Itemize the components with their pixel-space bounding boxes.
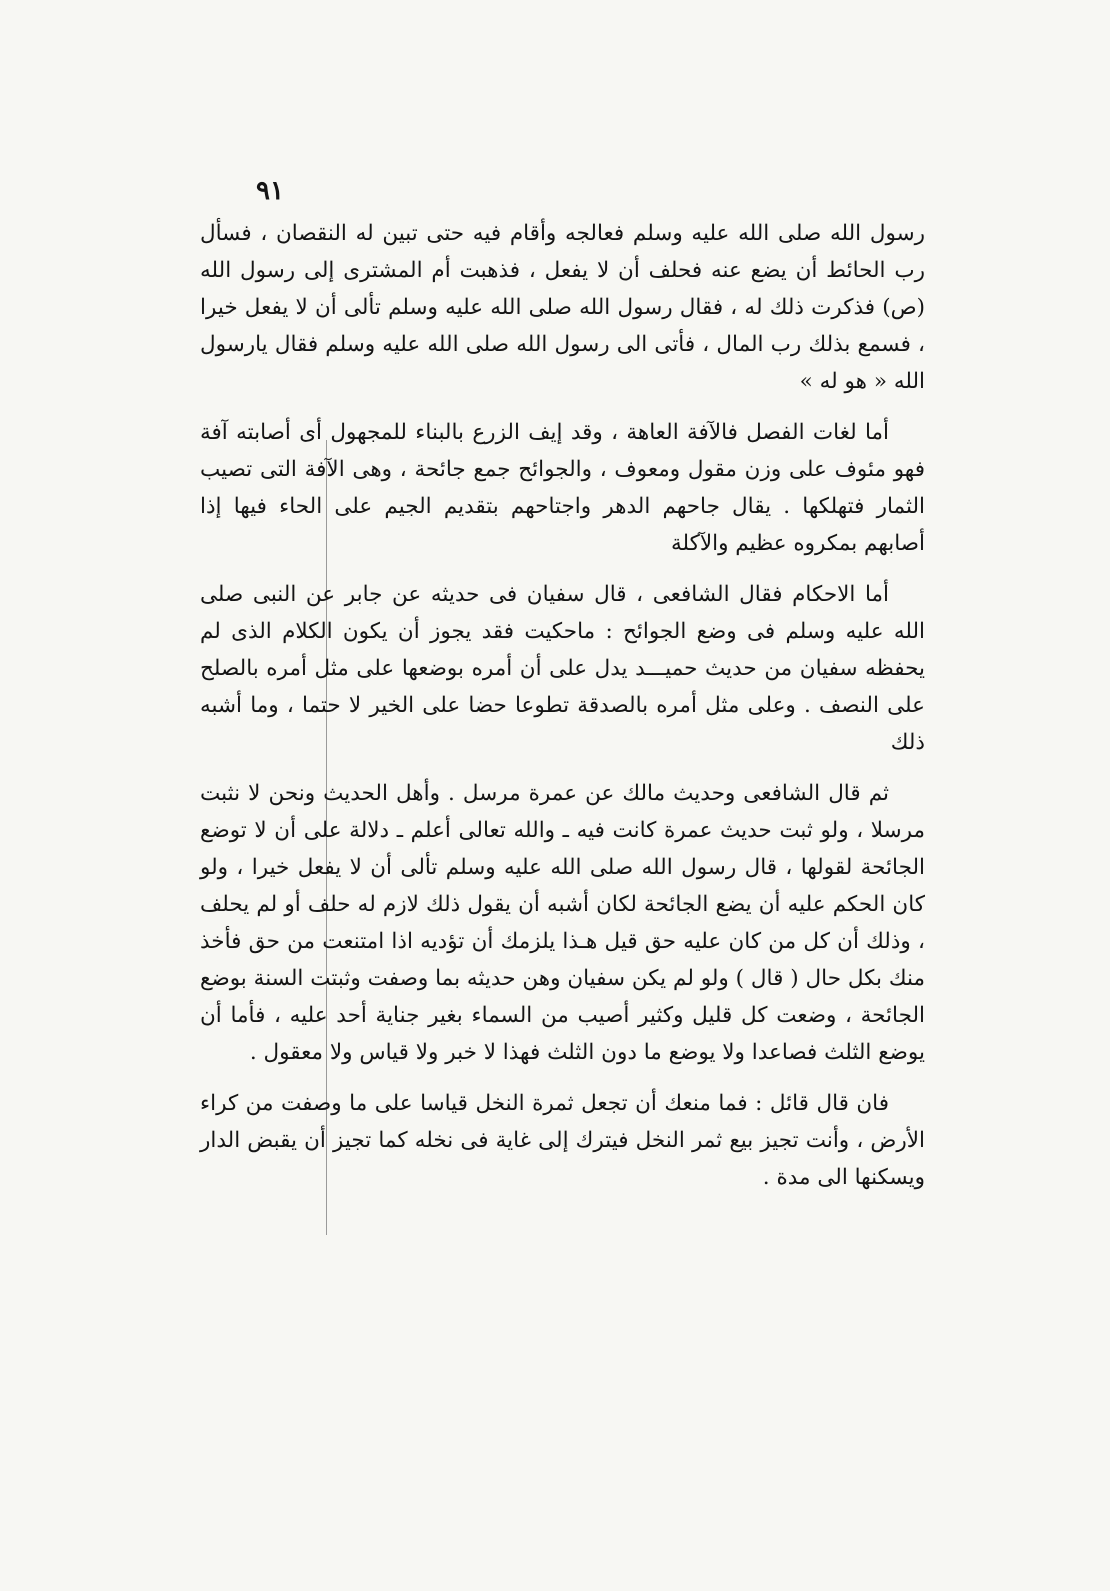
body-text	[200, 215, 925, 1210]
paragraph-continuation: رسول الله صلى الله عليه وسلم فعالجه وأقام فيه حتى تبين له النقصان ، فسأل رب الحائط أن يضع عنه فحلف أن لا يفعل ، فذهبت أم المشترى إلى رسول الله (ص) فذكرت ذلك له ، فقال رسول الله صلى الله عليه وسلم تألى أن لا يفعل خيرا ، فسمع بذلك رب المال ، فأتى الى رسول الله صلى الله عليه وسلم فقال يارسول الله « هو له »	[200, 221, 925, 394]
paragraph-shafii-commentary: ثم قال الشافعى وحديث مالك عن عمرة مرسل . وأهل الحديث ونحن لا نثبت مرسلا ، ولو ثبت حديث عمرة كانت فيه ـ والله تعالى أعلم ـ دلالة على أن لا توضع الجائحة لقولها ، قال رسول الله صلى الله عليه وسلم تألى أن لا يفعل خيرا ، ولو كان الحكم عليه أن يضع الجائحة لكان أشبه أن يقول ذلك لازم له حلف أو لم يحلف ، وذلك أن كل من كان عليه حق قيل هـذا يلزمك أن تؤديه اذا امتنعت من حق فأخذ منك بكل حال ( قال ) ولو لم يكن سفيان وهن حديثه بما وصفت وثبتت السنة بوضع الجائحة ، وضعت كل قليل وكثير أصيب من السماء بغير جناية أحد عليه ، فأما أن يوضع الثلث فصاعدا ولا يوضع ما دون الثلث فهذا لا خبر ولا قياس ولا معقول .	[200, 781, 925, 1065]
paragraph-objection: فان قال قائل : فما منعك أن تجعل ثمرة النخل قياسا على ما وصفت من كراء الأرض ، وأنت تجيز بيع ثمر النخل فيترك إلى غاية فى نخله كما تجيز أن يقبض الدار ويسكنها الى مدة .	[200, 1091, 925, 1190]
page-number: ٩١	[256, 176, 284, 206]
paragraph-rulings: أما الاحكام فقال الشافعى ، قال سفيان فى حديثه عن جابر عن النبى صلى الله عليه وسلم فى وضع الجوائح : ماحكيت فقد يجوز أن يكون الكلام الذى لم يحفظه سفيان من حديث حميـــد يدل على أن أمره بوضعها على مثل أمره بالصلح على النصف . وعلى مثل أمره بالصدقة تطوعا حضا على الخير لا حتما ، وما أشبه ذلك	[200, 582, 925, 755]
paragraph-language-notes: أما لغات الفصل فالآفة العاهة ، وقد إيف الزرع بالبناء للمجهول أى أصابته آفة فهو مئوف على وزن مقول ومعوف ، والجوائح جمع جائحة ، وهى الآفة التى تصيب الثمار فتهلكها . يقال جاحهم الدهر واجتاحهم بتقديم الجيم على الحاء فيها إذا أصابهم بمكروه عظيم والآكلة	[200, 420, 925, 556]
